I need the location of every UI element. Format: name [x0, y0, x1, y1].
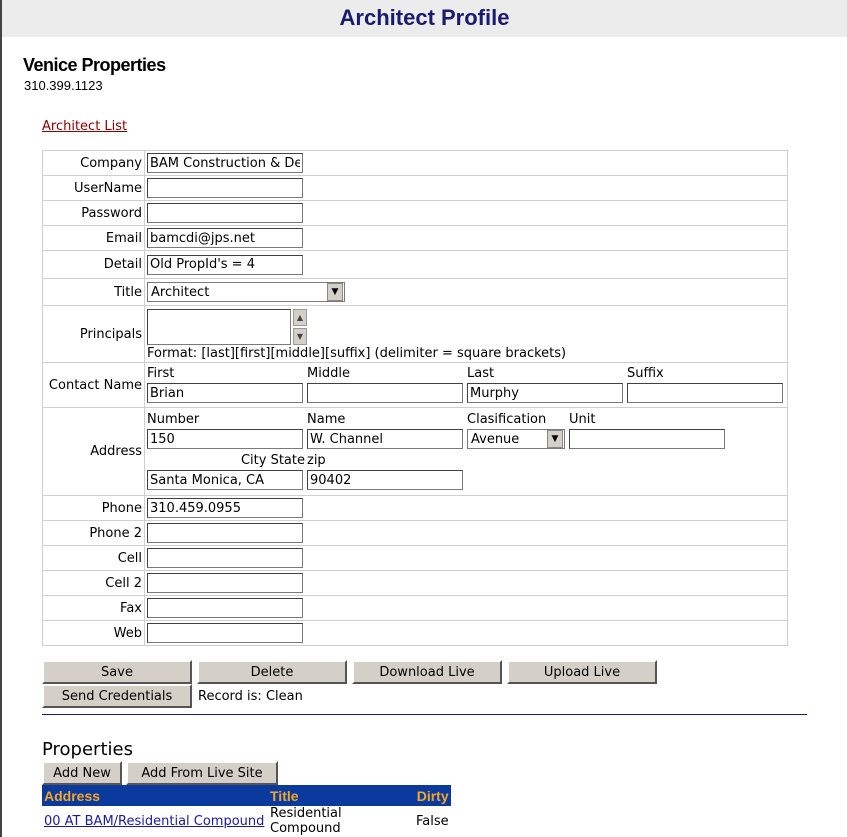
number-label: Number — [147, 412, 200, 427]
page-title: Architect Profile — [339, 5, 510, 30]
city-state-input[interactable] — [147, 470, 303, 490]
add-new-button[interactable]: Add New — [42, 761, 122, 785]
title-label: Title — [43, 279, 145, 306]
title-select[interactable] — [147, 282, 345, 302]
property-address-link[interactable]: 00 AT BAM/Residential Compound — [44, 813, 265, 829]
properties-table-header — [42, 785, 451, 806]
cell2-input[interactable] — [147, 573, 303, 593]
cell2-label: Cell 2 — [43, 571, 145, 596]
send-credentials-button[interactable]: Send Credentials — [42, 684, 192, 708]
property-title: Residential Compound — [270, 806, 342, 836]
street-name-label: Name — [307, 412, 346, 427]
architect-form — [42, 150, 788, 646]
contact-name-label: Contact Name — [43, 363, 145, 408]
address-label: Address — [43, 408, 145, 496]
principals-scrollbar[interactable] — [293, 309, 307, 345]
phone2-input[interactable] — [147, 523, 303, 543]
street-name-input[interactable] — [307, 429, 463, 449]
scroll-up-icon[interactable]: ▲ — [293, 309, 307, 326]
last-name-input[interactable] — [467, 383, 623, 403]
classification-select-value: Avenue — [471, 431, 520, 447]
last-name-label: Last — [467, 366, 495, 381]
download-live-button[interactable]: Download Live — [352, 660, 502, 684]
company-phone: 310.399.1123 — [24, 78, 103, 93]
cell-label: Cell — [43, 546, 145, 571]
architect-list-link[interactable]: Architect List — [42, 119, 128, 134]
username-input[interactable] — [147, 178, 303, 198]
save-button[interactable]: Save — [42, 660, 192, 684]
dirty-column-header: Dirty — [414, 785, 451, 806]
unit-input[interactable] — [569, 429, 725, 449]
page-frame — [0, 0, 2, 837]
web-label: Web — [43, 621, 145, 646]
company-input[interactable] — [147, 153, 303, 173]
title-select-value: Architect — [151, 284, 210, 300]
title-bar — [2, 0, 847, 37]
address-column-header: Address — [42, 785, 268, 806]
email-label: Email — [43, 226, 145, 251]
middle-name-label: Middle — [307, 366, 350, 381]
classification-select[interactable] — [467, 429, 565, 449]
phone-label: Phone — [43, 496, 145, 521]
upload-live-button[interactable]: Upload Live — [507, 660, 657, 684]
delete-button[interactable]: Delete — [197, 660, 347, 684]
web-input[interactable] — [147, 623, 303, 643]
first-name-input[interactable] — [147, 383, 303, 403]
title-column-header: Title — [268, 785, 414, 806]
fax-label: Fax — [43, 596, 145, 621]
email-input[interactable] — [147, 228, 303, 248]
table-row — [42, 806, 451, 836]
company-name: Venice Properties — [23, 55, 166, 75]
chevron-down-icon[interactable]: ▼ — [327, 283, 343, 301]
divider — [42, 714, 807, 715]
city-state-label: City State — [240, 453, 305, 468]
number-input[interactable] — [147, 429, 303, 449]
record-status: Record is: Clean — [198, 689, 303, 704]
suffix-label: Suffix — [627, 366, 664, 381]
unit-label: Unit — [569, 412, 596, 427]
password-label: Password — [43, 201, 145, 226]
fax-input[interactable] — [147, 598, 303, 618]
principals-label: Principals — [43, 306, 145, 363]
properties-table — [42, 785, 451, 836]
scroll-down-icon[interactable]: ▼ — [293, 328, 307, 345]
first-name-label: First — [147, 366, 175, 381]
principals-textarea[interactable] — [147, 309, 291, 345]
cell-input[interactable] — [147, 548, 303, 568]
classification-label: Clasification — [467, 412, 547, 427]
property-dirty: False — [416, 813, 449, 829]
chevron-down-icon[interactable]: ▼ — [547, 430, 563, 448]
properties-heading: Properties — [42, 739, 133, 760]
detail-input[interactable] — [147, 255, 303, 275]
company-label: Company — [43, 151, 145, 176]
add-from-live-site-button[interactable]: Add From Live Site — [126, 761, 278, 785]
phone-input[interactable] — [147, 498, 303, 518]
middle-name-input[interactable] — [307, 383, 463, 403]
password-input[interactable] — [147, 203, 303, 223]
zip-label: zip — [307, 453, 326, 468]
detail-label: Detail — [43, 251, 145, 279]
principals-format-hint: Format: [last][first][middle][suffix] (delimiter = square brackets) — [147, 346, 567, 361]
zip-input[interactable] — [307, 470, 463, 490]
username-label: UserName — [43, 176, 145, 201]
suffix-input[interactable] — [627, 383, 783, 403]
phone2-label: Phone 2 — [43, 521, 145, 546]
